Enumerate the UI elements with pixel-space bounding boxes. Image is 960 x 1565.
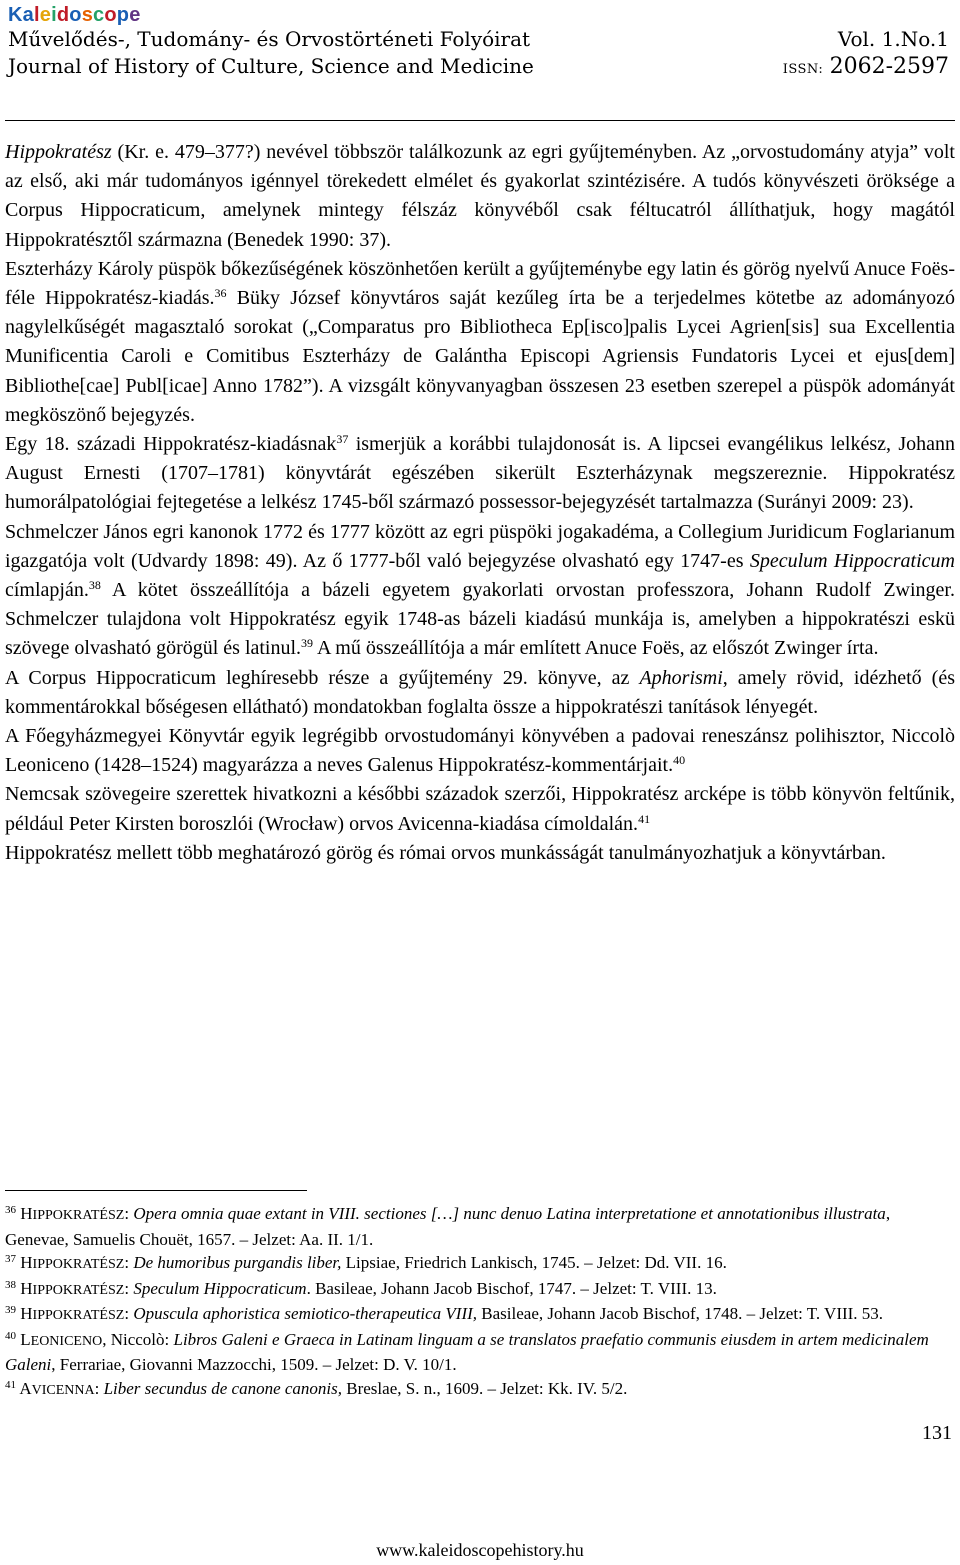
- brand-letter: e: [39, 4, 52, 26]
- journal-subtitle-hungarian: Művelődés-, Tudomány- és Orvostörténeti Folyóirat: [8, 27, 531, 51]
- publication-info: Breslae, S. n., 1609. – Jelzet: Kk. IV. 5/2.: [342, 1378, 628, 1398]
- author-name: IPPOKRATÉSZ: [32, 1282, 125, 1298]
- issn-label: ISSN:: [782, 62, 824, 77]
- paragraph-text: Schmelczer János egri kanonok 1772 és 1777 között az egri püspöki jogakadéma, a Collegium Juridicum Foglarianum igazgatója volt (Udvardy 1898: 49). Az ő 1777-ből való bejegyzése olvasható egy 1747-es: [5, 520, 955, 572]
- header-row-2: [8, 54, 949, 79]
- author-initial: H: [20, 1253, 33, 1272]
- separator: :: [124, 1278, 134, 1298]
- paragraph-text: A kötet összeállítója a bázeli egyetem gyakorlati orvostan professzora, Johann Rudolf Zwinger. Schmelczer tulajdona volt Hippokratész egyik 1748-as bázeli kiadású munkája is, amelyben a hippokratészi eskü szövege olvasható görögül és latinul.: [5, 579, 955, 660]
- footnote-38: [5, 1277, 955, 1303]
- paragraph-2: [5, 255, 955, 430]
- italic-title: Aphorismi: [639, 666, 723, 689]
- paragraph-text: (Kr. e. 479–377?) nevével többször találkozunk az egri gyűjteményben. Az „orvostudomány atyja” volt az első, aki már tudományos igénnyel törekedett elmélet és gyakorlat szintézisére. A tudós könyvészeti öröksége a Corpus Hippocraticum, amelynek mintegy félszáz könyvéből csak féltucatról állíthatjuk, hogy magától Hippokratésztől származna (Benedek 1990: 37).: [5, 141, 955, 251]
- footnote-separator: [5, 1190, 307, 1191]
- brand-letter: i: [51, 4, 57, 26]
- author-name: IPPOKRATÉSZ: [32, 1308, 125, 1323]
- brand-letter: K: [8, 4, 23, 26]
- author-name: IPPOKRATÉSZ: [32, 1257, 125, 1272]
- journal-brand-logo[interactable]: [8, 4, 141, 27]
- footnote-41: [5, 1377, 955, 1403]
- footnote-ref-40[interactable]: 40: [673, 753, 686, 768]
- footnote-number: 37: [5, 1253, 16, 1265]
- issn-number: 2062-2597: [829, 54, 949, 79]
- paragraph-text: A mű összeállítója a már említett Anuce Foës, az előszót Zwinger írta.: [313, 637, 879, 660]
- volume-number: Vol. 1.No.1: [837, 27, 949, 51]
- paragraph-text: Büky József könyvtáros saját kezűleg írta be a terjedelmes kötetbe az adományozó nagylelkűségét magasztaló sorokat („Comparatus pro Bibliotheca Ep[isco]palis Lycei Agrien[sis] sua Excellentia Munificentia Caroli e Comitibus Eszterházy de Galántha Episcopi Agriensis Fundatoris Lycei et ejus[dem] Bibliothe[cae] Publ[icae] Anno 1782”). A vizsgált könyvanyagban összesen 23 esetben szerepel a püspök adományát megköszönő bejegyzés.: [5, 287, 955, 426]
- footnote-ref-41[interactable]: 41: [638, 811, 651, 826]
- work-title: Libros Galeni e Graeca in Latinam linguam a se translatos praefatio communis eiusdem in artem medicinalem Galeni: [5, 1329, 929, 1374]
- paragraph-5: [5, 664, 955, 722]
- footnote-ref-36[interactable]: 36: [214, 286, 227, 301]
- separator: :: [124, 1304, 134, 1323]
- paragraph-text: Hippokratész mellett több meghatározó görög és római orvos munkásságát tanulmányozhatjuk a könyvtárban.: [5, 841, 886, 864]
- separator: , Niccolò:: [102, 1329, 174, 1349]
- footnote-number: 38: [5, 1278, 16, 1291]
- publication-info: Lipsiae, Friedrich Lankisch, 1745. – Jelzet: Dd. VII. 16.: [341, 1253, 727, 1272]
- page-number: 131: [922, 1422, 952, 1444]
- paragraph-text: Egy 18. századi Hippokratész-kiadásnak: [5, 433, 337, 456]
- footnote-number: 40: [5, 1329, 16, 1342]
- header-row-1: [8, 27, 949, 51]
- footnotes: [5, 1202, 955, 1402]
- author-initial: H: [20, 1204, 33, 1223]
- publication-info: Basileae, Johann Jacob Bischof, 1748. – Jelzet: T. VIII. 53.: [477, 1304, 884, 1323]
- footer-website-link[interactable]: www.kaleidoscopehistory.hu: [376, 1540, 584, 1560]
- brand-letter: o: [104, 4, 117, 26]
- paragraph-6: [5, 722, 955, 780]
- publication-info: , Genevae, Samuelis Chouët, 1657. – Jelzet: Aa. II. 1/1.: [5, 1204, 891, 1249]
- author-initial: H: [20, 1278, 33, 1298]
- brand-letter: d: [56, 4, 70, 26]
- author-name: IPPOKRATÉSZ: [32, 1208, 125, 1223]
- paragraph-text: címlapján.: [5, 579, 89, 602]
- separator: :: [94, 1378, 104, 1398]
- footnote-number: 41: [5, 1378, 16, 1391]
- author-name: VICENNA: [31, 1382, 95, 1398]
- author-initial: H: [20, 1304, 33, 1323]
- paragraph-8: [5, 839, 955, 868]
- italic-name: Hippokratész: [5, 141, 112, 163]
- paragraph-text: , amely rövid, idézhető (és kommentárokkal bőségesen ellátható) mondatokban foglalta össze a hippokratészi tanítások lényegét.: [5, 666, 955, 718]
- brand-letter: c: [93, 4, 105, 26]
- separator: :: [124, 1204, 134, 1223]
- footnote-37: [5, 1251, 955, 1277]
- footnote-36: [5, 1202, 955, 1251]
- footnote-ref-37[interactable]: 37: [336, 432, 349, 447]
- brand-letter: p: [116, 4, 130, 26]
- paragraph-text: ismerjük a korábbi tulajdonosát is. A lipcsei evangélikus lelkész, Johann August Ernesti (1707–1781) könyvtárát egészében sikerült Eszterházynak megszereznie. Hippokratész humorálpatológiai fejtegetése a lelkész 1745-ből származó possessor-bejegyzését tartalmazza (Surányi 2009: 23).: [5, 433, 955, 514]
- publication-info: , Ferrariae, Giovanni Mazzocchi, 1509. – Jelzet: D. V. 10/1.: [51, 1355, 457, 1374]
- footnote-ref-38[interactable]: 38: [88, 578, 101, 593]
- footnote-40: [5, 1328, 955, 1377]
- work-title: De humoribus purgandis liber,: [133, 1253, 342, 1272]
- footnote-39: [5, 1302, 955, 1328]
- author-initial: L: [20, 1329, 31, 1349]
- brand-letter: a: [22, 4, 34, 26]
- italic-title: Speculum Hippocraticum: [749, 549, 955, 572]
- paragraph-1: [5, 138, 955, 255]
- brand-letter: o: [69, 4, 82, 26]
- brand-letter: s: [81, 4, 94, 26]
- paragraph-text: A Főegyházmegyei Könyvtár egyik legrégibb orvostudományi könyvében a padovai reneszánsz polihisztor, Niccolò Leoniceno (1428–1524) magyarázza a neves Galenus Hippokratész-kommentárjait.: [5, 725, 955, 777]
- paragraph-7: [5, 780, 955, 838]
- work-title: Liber secundus de canone canonis,: [103, 1378, 343, 1398]
- paragraph-4: [5, 518, 955, 664]
- work-title: Speculum Hippocraticum: [133, 1278, 307, 1298]
- journal-header: [5, 0, 955, 121]
- issn: [783, 54, 949, 79]
- brand-letter: l: [33, 4, 40, 26]
- paragraph-text: Nemcsak szövegeire szerettek hivatkozni a későbbi századok szerzői, Hippokratész arcképe is több könyvön feltűnik, például Peter Kirsten boroszlói (Wrocław) orvos Avicenna-kiadása címoldalán.: [5, 783, 955, 835]
- work-title: Opuscula aphoristica semiotico-therapeutica VIII,: [133, 1304, 478, 1323]
- article-body: [5, 138, 955, 868]
- paragraph-3: [5, 430, 955, 518]
- paragraph-text: Eszterházy Károly püspök bőkezűségének köszönhetően került a gyűjteménybe egy latin és görög nyelvű Anuce Foës-féle Hippokratész-kiadás.: [5, 257, 955, 310]
- footnote-number: 39: [5, 1304, 16, 1316]
- author-initial: A: [19, 1378, 32, 1398]
- brand-letter: e: [129, 4, 141, 26]
- footnote-ref-39[interactable]: 39: [301, 636, 314, 651]
- separator: :: [124, 1253, 134, 1272]
- work-title: Opera omnia quae extant in VIII. sectiones […] nunc denuo Latina interpretatione et annotationibus illustrata: [133, 1204, 886, 1223]
- author-name: EONICENO: [30, 1333, 103, 1349]
- footnote-number: 36: [5, 1204, 16, 1216]
- paragraph-text: A Corpus Hippocraticum leghíresebb része a gyűjtemény 29. könyve, az: [5, 666, 640, 689]
- publication-info: . Basileae, Johann Jacob Bischof, 1747. – Jelzet: T. VIII. 13.: [306, 1278, 717, 1298]
- journal-subtitle-english: Journal of History of Culture, Science and Medicine: [8, 54, 534, 78]
